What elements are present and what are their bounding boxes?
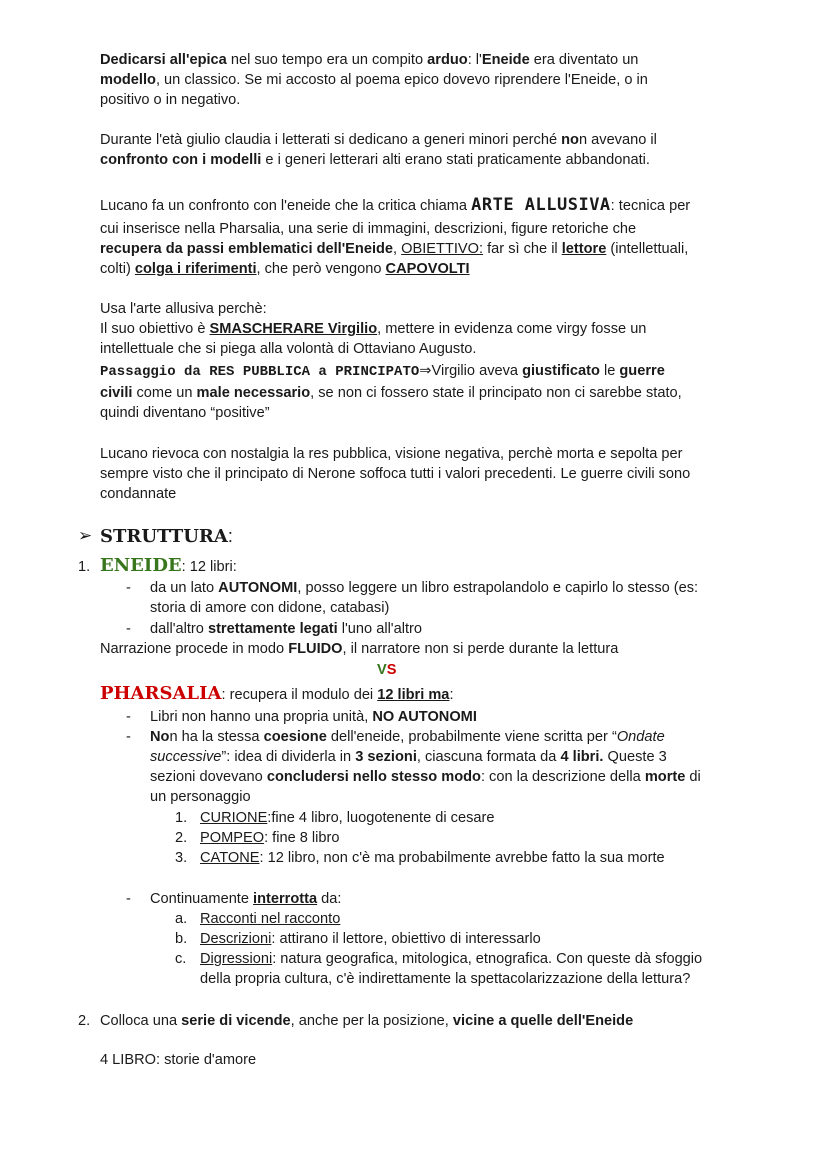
struttura-heading: STRUTTURA: xyxy=(100,526,233,547)
p4-line5: civili come un male necessario, se non ci fossero state il principato non ci sarebbe stato, xyxy=(100,385,682,401)
pharsalia-point-2-cont1: successive”: idea di dividerla in 3 sezioni, ciascuna formata da 4 libri. Queste 3 xyxy=(150,749,667,765)
p3-line2: cui inserisce nella Pharsalia, una serie di immagini, descrizioni, figure retoriche che xyxy=(100,221,637,237)
dash-bullet: - xyxy=(126,891,131,907)
p1-line2: modello, un classico. Se mi accosto al poema epico dovevo riprendere l'Eneide, o in xyxy=(100,72,648,88)
vs-label: VS xyxy=(377,662,397,678)
p4-line4: Passaggio da RES PUBBLICA a PRINCIPATO⇒Virgilio aveva giustificato le guerre xyxy=(100,363,665,380)
eneide-point-1-cont: storia di amore con didone, catabasi) xyxy=(150,600,390,616)
arrow-bullet-icon: ➢ xyxy=(78,526,93,545)
interruzione-a: Racconti nel racconto xyxy=(200,911,341,927)
p5-line1: Lucano rievoca con nostalgia la res pubblica, visione negativa, perchè morta e sepolta per xyxy=(100,446,683,462)
list-number: 1. xyxy=(78,559,91,575)
sezione-2: POMPEO: fine 8 libro xyxy=(200,830,340,846)
p4-line2: Il suo obiettivo è SMASCHERARE Virgilio, mettere in evidenza come virgy fosse un xyxy=(100,321,647,337)
p2-line2: confronto con i modelli e i generi letterari alti erano stati praticamente abbandonati. xyxy=(100,152,650,168)
pharsalia-point-3: Continuamente interrotta da: xyxy=(150,891,342,907)
p3-line3: recupera da passi emblematici dell'Eneide, OBIETTIVO: far sì che il lettore (intellettuali, xyxy=(100,241,689,257)
eneide-heading: ENEIDE: 12 libri: xyxy=(100,555,237,576)
p4-line1: Usa l'arte allusiva perchè: xyxy=(100,301,267,317)
list-number: 3. xyxy=(175,850,188,866)
p1-line1: Dedicarsi all'epica nel suo tempo era un compito arduo: l'Eneide era diventato un xyxy=(100,52,639,68)
p5-line2: sempre visto che il principato di Nerone soffoca tutti i valori precedenti. Le guerre civili sono xyxy=(100,466,691,482)
dash-bullet: - xyxy=(126,621,131,637)
pharsalia-heading: PHARSALIA: recupera il modulo dei 12 libri ma: xyxy=(100,683,454,704)
sezione-1: CURIONE:fine 4 libro, luogotenente di cesare xyxy=(200,810,495,826)
pharsalia-point-2: Non ha la stessa coesione dell'eneide, probabilmente viene scritta per “Ondate xyxy=(150,729,665,745)
list-letter: b. xyxy=(175,931,188,947)
list-number: 2. xyxy=(78,1013,91,1029)
eneide-point-2: dall'altro strettamente legati l'uno all'altro xyxy=(150,621,422,637)
p1-line3: positivo o in negativo. xyxy=(100,92,241,108)
libro-4-line: 4 LIBRO: storie d'amore xyxy=(100,1052,257,1068)
p3-line4: colti) colga i riferimenti, che però vengono CAPOVOLTI xyxy=(100,261,470,277)
interruzione-c: Digressioni: natura geografica, mitologica, etnografica. Con queste dà sfoggio xyxy=(200,951,703,967)
interruzione-b: Descrizioni: attirano il lettore, obiettivo di interessarlo xyxy=(200,931,541,947)
p4-line6: quindi diventano “positive” xyxy=(100,405,270,421)
sezione-3: CATONE: 12 libro, non c'è ma probabilmente avrebbe fatto la sua morte xyxy=(200,850,665,866)
interruzione-c-cont: della propria cultura, c'è indirettamente la spettacolarizzazione della lettura? xyxy=(200,971,691,987)
p2-line1: Durante l'età giulio claudia i letterati si dedicano a generi minori perché non avevano il xyxy=(100,132,657,148)
dash-bullet: - xyxy=(126,580,131,596)
list-number: 1. xyxy=(175,810,188,826)
p3-line1: Lucano fa un confronto con l'eneide che la critica chiama ARTE ALLUSIVA: tecnica per xyxy=(100,195,691,215)
eneide-point-1: da un lato AUTONOMI, posso leggere un libro estrapolandolo e capirlo lo stesso (es: xyxy=(150,580,699,596)
list-letter: a. xyxy=(175,911,188,927)
p5-line3: condannate xyxy=(100,486,177,502)
list-letter: c. xyxy=(175,951,187,967)
arte-allusiva-term: ARTE ALLUSIVA xyxy=(471,195,611,215)
pharsalia-point-2-cont2: sezioni dovevano concludersi nello stesso modo: con la descrizione della morte di xyxy=(150,769,701,785)
p4-line3: intellettuale che si piega alla volontà di Ottaviano Augusto. xyxy=(100,341,477,357)
point-2-line: Colloca una serie di vicende, anche per la posizione, vicine a quelle dell'Eneide xyxy=(100,1013,634,1029)
narrazione-line: Narrazione procede in modo FLUIDO, il narratore non si perde durante la lettura xyxy=(100,641,619,657)
pharsalia-point-1: Libri non hanno una propria unità, NO AUTONOMI xyxy=(150,709,477,725)
dash-bullet: - xyxy=(126,729,131,745)
list-number: 2. xyxy=(175,830,188,846)
dash-bullet: - xyxy=(126,709,131,725)
pharsalia-point-2-cont3: un personaggio xyxy=(150,789,251,805)
